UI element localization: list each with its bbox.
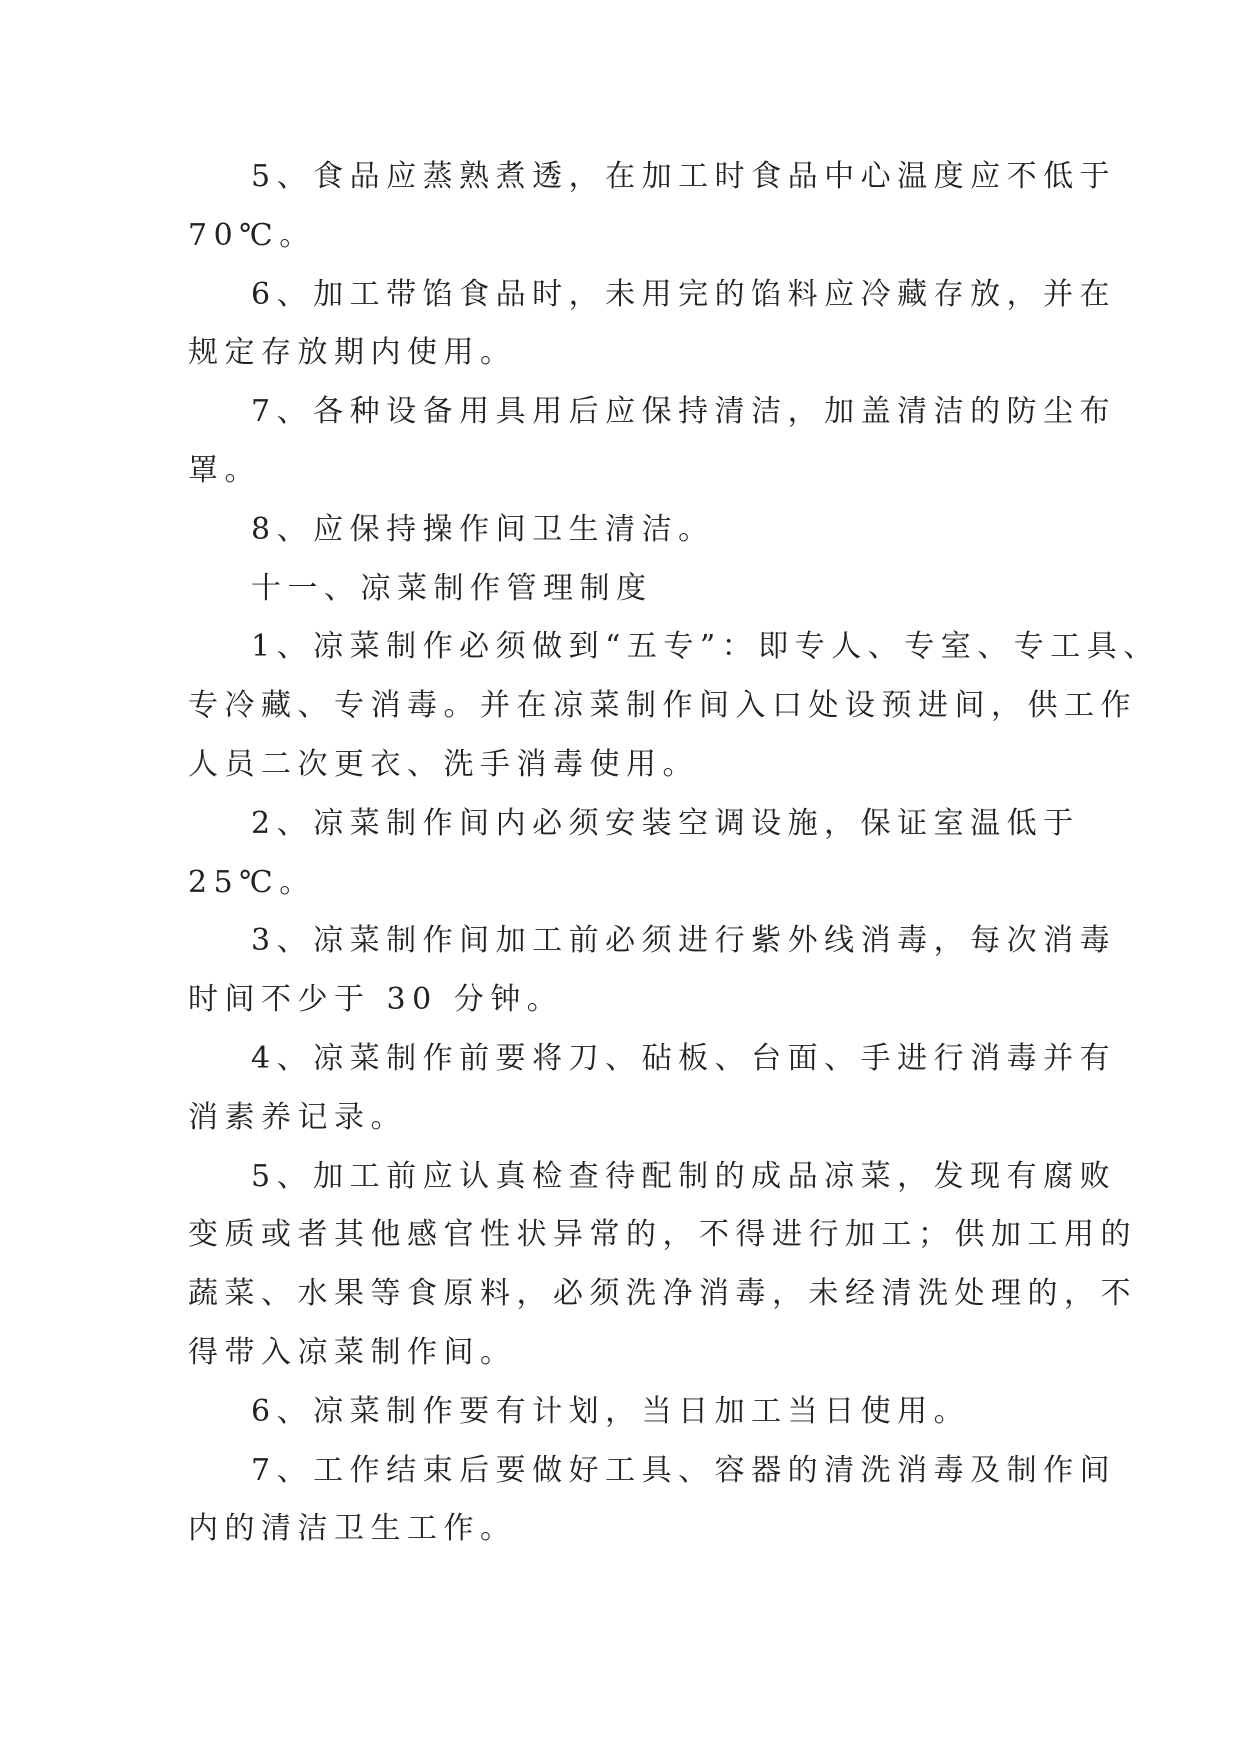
- paragraph: [188, 1030, 1117, 1148]
- text-line: 70℃。: [188, 217, 316, 253]
- text-line: 4、凉菜制作前要将刀、砧板、台面、手进行消毒并有: [251, 1040, 1117, 1076]
- text-line: 5、加工前应认真检查待配制的成品凉菜，发现有腐败: [251, 1158, 1117, 1194]
- text-line: 人员二次更衣、洗手消毒使用。: [188, 746, 699, 782]
- paragraph: [188, 148, 1117, 266]
- text-line: 变质或者其他感官性状异常的，不得进行加工；供加工用的: [188, 1217, 1137, 1253]
- text-line: 6、加工带馅食品时，未用完的馅料应冷藏存放，并在: [251, 276, 1117, 312]
- section-heading: [188, 560, 1048, 619]
- paragraph: [188, 1383, 1048, 1442]
- text-line: 2、凉菜制作间内必须安装空调设施，保证室温低于: [251, 805, 1080, 841]
- heading-text: 十一、凉菜制作管理制度: [251, 570, 653, 606]
- text-line: 内的清洁卫生工作。: [188, 1511, 517, 1547]
- text-line: 7、工作结束后要做好工具、容器的清洗消毒及制作间: [251, 1452, 1117, 1488]
- text-line: 罩。: [188, 452, 261, 488]
- text-line: 5、食品应蒸熟煮透，在加工时食品中心温度应不低于: [251, 159, 1117, 194]
- text-line: 得带入凉菜制作间。: [188, 1334, 517, 1370]
- text-line: 8、应保持操作间卫生清洁。: [251, 511, 715, 547]
- text-line: 专冷藏、专消毒。并在凉菜制作间入口处设预进间，供工作: [188, 688, 1137, 724]
- text-line: 规定存放期内使用。: [188, 335, 517, 371]
- text-line: 消素养记录。: [188, 1099, 407, 1135]
- paragraph: [188, 266, 1117, 384]
- text-line: 1、凉菜制作必须做到“五专”：即专人、专室、专工具、: [251, 629, 1160, 665]
- text-line: 25℃。: [188, 864, 316, 900]
- paragraph: [188, 912, 1117, 1030]
- text-line: 时间不少于 30 分钟。: [188, 982, 564, 1018]
- text-line: 7、各种设备用具用后应保持清洁，加盖清洁的防尘布: [251, 394, 1117, 430]
- paragraph: [188, 1442, 1117, 1560]
- document-body: [188, 148, 1160, 1559]
- text-line: 蔬菜、水果等食原料，必须洗净消毒，未经清洗处理的，不: [188, 1276, 1137, 1312]
- text-line: 3、凉菜制作间加工前必须进行紫外线消毒，每次消毒: [251, 923, 1117, 959]
- paragraph: [188, 618, 1160, 794]
- paragraph: [188, 1148, 1137, 1383]
- paragraph: [188, 501, 1048, 560]
- text-line: 6、凉菜制作要有计划，当日加工当日使用。: [251, 1393, 971, 1429]
- paragraph: [188, 795, 1080, 913]
- paragraph: [188, 383, 1117, 501]
